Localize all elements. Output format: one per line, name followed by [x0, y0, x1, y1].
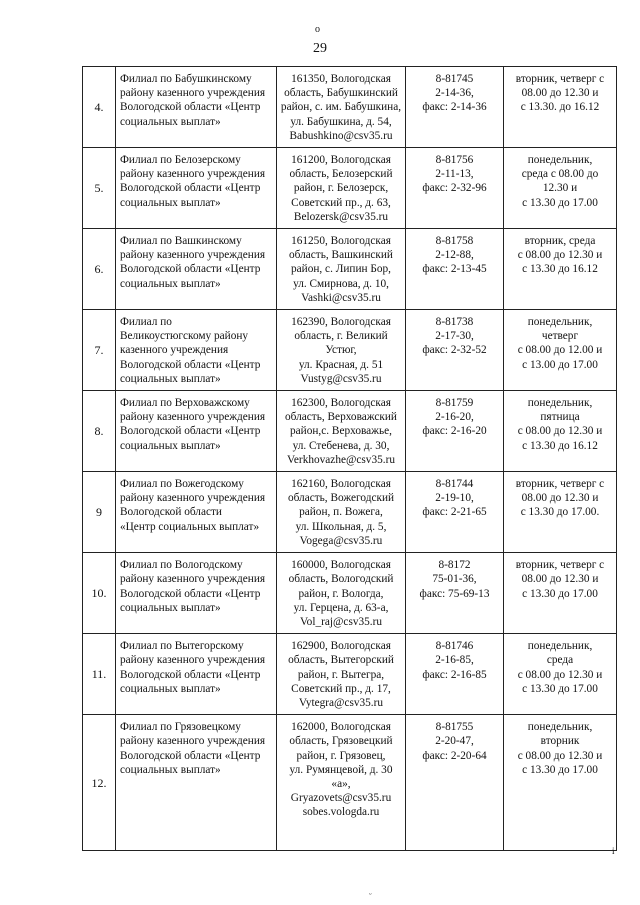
- hours-line: 08.00 до 12.30 и: [521, 573, 599, 586]
- address-line: Vustyg@csv35.ru: [300, 372, 382, 385]
- phone-cell: [406, 553, 504, 634]
- phone-line: 8-81759: [435, 397, 474, 410]
- branch-name-line: Вологодской области: [120, 506, 222, 519]
- hours-line: с 13.30 до 16.12: [522, 263, 598, 276]
- branch-name-line: Вологодской области «Центр: [120, 668, 261, 681]
- branch-name-line: Филиал по: [120, 316, 172, 329]
- address-cell: [277, 229, 406, 310]
- address-line: ул. Красная, д. 51: [298, 358, 384, 371]
- row-number: 9: [83, 472, 116, 553]
- address-line: район, г. Белозерск,: [293, 182, 389, 195]
- phone-cell: [406, 715, 504, 851]
- row-number: 5.: [83, 148, 116, 229]
- phone-line: факс: 2-14-36: [422, 101, 487, 114]
- branch-name-line: Филиал по Верховажскому: [120, 397, 250, 410]
- branch-name-line: социальных выплат»: [120, 601, 221, 614]
- branch-name-line: казенного учреждения: [120, 344, 229, 357]
- address-line: область, Вашкинский: [289, 249, 393, 262]
- row-number: 10.: [83, 553, 116, 634]
- address-line: ул. Школьная, д. 5,: [295, 520, 387, 533]
- table-row: [83, 391, 617, 472]
- phone-line: 2-16-20,: [435, 411, 474, 424]
- hours-line: с 13.30. до 16.12: [520, 101, 600, 114]
- row-number: 6.: [83, 229, 116, 310]
- address-line: Gryazovets@csv35.ru: [290, 792, 392, 805]
- top-mark: o: [315, 24, 320, 35]
- address-line: 162390, Вологодская: [291, 316, 391, 329]
- phone-line: 8-81746: [435, 640, 474, 653]
- hours-cell: [504, 391, 617, 472]
- phone-line: факс: 2-13-45: [422, 263, 487, 276]
- branch-name-line: району казенного учреждения: [120, 654, 266, 667]
- address-line: sobes.vologda.ru: [302, 806, 380, 819]
- phone-line: 2-11-13,: [435, 168, 474, 181]
- branch-name-cell: [116, 634, 277, 715]
- hours-cell: [504, 229, 617, 310]
- table-row: [83, 229, 617, 310]
- phone-line: 8-81755: [435, 721, 474, 734]
- address-line: 162000, Вологодская: [291, 721, 391, 734]
- phone-line: 2-14-36,: [435, 87, 474, 100]
- branch-name-line: Филиал по Белозерскому: [120, 154, 241, 167]
- branch-name-cell: [116, 715, 277, 851]
- hours-line: 08.00 до 12.30 и: [521, 492, 599, 505]
- address-line: Vol_raj@csv35.ru: [299, 615, 383, 628]
- hours-line: четверг: [541, 330, 579, 343]
- hours-line: с 08.00 до 12.30 и: [517, 425, 603, 438]
- hours-line: среда с 08.00 до: [521, 168, 599, 181]
- branch-name-cell: [116, 472, 277, 553]
- hours-line: понедельник,: [527, 154, 593, 167]
- address-line: район, с. им. Бабушкина,: [280, 101, 402, 114]
- address-line: Советский пр., д. 17,: [291, 682, 391, 695]
- branch-name-line: Вологодской области «Центр: [120, 101, 261, 114]
- bottom-mark: ᵕ: [369, 889, 372, 899]
- phone-line: факс: 2-16-85: [422, 668, 487, 681]
- branch-name-line: социальных выплат»: [120, 763, 221, 776]
- branch-name-cell: [116, 553, 277, 634]
- address-line: 162300, Вологодская: [291, 397, 391, 410]
- row-number: 4.: [83, 67, 116, 148]
- hours-line: понедельник,: [527, 640, 593, 653]
- address-line: район,с. Верховажье,: [290, 425, 392, 438]
- phone-line: факс: 2-21-65: [422, 506, 487, 519]
- phone-cell: [406, 67, 504, 148]
- address-line: Vashki@csv35.ru: [301, 291, 381, 304]
- address-line: район, п. Вожега,: [299, 506, 383, 519]
- phone-line: 8-81758: [435, 235, 474, 248]
- hours-cell: [504, 634, 617, 715]
- hours-line: 12.30 и: [542, 182, 578, 195]
- phone-line: 8-81745: [435, 73, 474, 85]
- address-line: область, Верховажский: [285, 411, 397, 424]
- hours-line: вторник, четверг с: [515, 559, 605, 572]
- address-cell: [277, 634, 406, 715]
- phone-line: 8-81738: [435, 316, 474, 329]
- phone-line: факс: 2-16-20: [422, 425, 487, 438]
- address-line: Belozersk@csv35.ru: [293, 210, 389, 223]
- hours-cell: [504, 67, 617, 148]
- table-row: [83, 472, 617, 553]
- branch-name-line: социальных выплат»: [120, 439, 221, 452]
- address-line: 161350, Вологодская: [291, 73, 391, 85]
- branch-name-line: социальных выплат»: [120, 372, 221, 385]
- row-number: 11.: [83, 634, 116, 715]
- hours-line: 08.00 до 12.30 и: [521, 87, 599, 100]
- branch-name-cell: [116, 391, 277, 472]
- phone-line: факс: 2-32-96: [422, 182, 487, 195]
- branch-name-line: социальных выплат»: [120, 682, 221, 695]
- address-line: 161200, Вологодская: [291, 154, 391, 167]
- branch-name-cell: [116, 148, 277, 229]
- hours-line: с 13.00 до 17.00: [522, 358, 598, 371]
- branch-name-line: району казенного учреждения: [120, 249, 266, 262]
- phone-line: 8-81756: [435, 154, 474, 167]
- hours-line: понедельник,: [527, 316, 593, 329]
- table-row: [83, 634, 617, 715]
- address-line: область, Белозерский: [289, 168, 393, 181]
- branch-name-line: району казенного учреждения: [120, 492, 266, 505]
- branch-name-line: Филиал по Бабушкинскому: [120, 73, 252, 85]
- address-line: 162160, Вологодская: [291, 478, 391, 491]
- address-cell: [277, 391, 406, 472]
- address-line: район, г. Грязовец,: [296, 749, 386, 762]
- phone-line: 8-8172: [438, 559, 471, 572]
- address-line: ул. Румянцевой, д. 30: [289, 763, 393, 776]
- hours-cell: [504, 715, 617, 851]
- address-line: область, г. Великий: [294, 330, 388, 343]
- branch-name-cell: [116, 229, 277, 310]
- phone-line: факс: 2-20-64: [422, 749, 487, 762]
- hours-line: с 08.00 до 12.30 и: [517, 749, 603, 762]
- address-line: 161250, Вологодская: [291, 235, 391, 248]
- address-cell: [277, 67, 406, 148]
- hours-line: с 13.30 до 17.00: [522, 763, 598, 776]
- phone-line: факс: 75-69-13: [419, 587, 490, 600]
- hours-line: пятница: [540, 411, 580, 424]
- address-cell: [277, 472, 406, 553]
- table-row: [83, 67, 617, 148]
- branch-name-line: Филиал по Вытегорскому: [120, 640, 244, 653]
- address-line: район, с. Липин Бор,: [291, 263, 391, 276]
- phone-line: 2-20-47,: [435, 735, 474, 748]
- phone-cell: [406, 391, 504, 472]
- row-number: 12.: [83, 715, 116, 851]
- hours-line: вторник, среда: [524, 235, 596, 248]
- branch-name-line: социальных выплат»: [120, 196, 221, 209]
- branch-name-line: Вологодской области «Центр: [120, 358, 261, 371]
- address-cell: [277, 715, 406, 851]
- address-line: Устюг,: [325, 344, 357, 357]
- branch-name-cell: [116, 310, 277, 391]
- hours-line: с 13.30 до 17.00: [522, 587, 598, 600]
- phone-line: 2-19-10,: [435, 492, 474, 505]
- branch-name-line: району казенного учреждения: [120, 168, 266, 181]
- branch-name-line: Филиал по Вашкинскому: [120, 235, 242, 248]
- address-cell: [277, 553, 406, 634]
- address-cell: [277, 148, 406, 229]
- address-line: Vytegra@csv35.ru: [298, 696, 384, 709]
- hours-line: с 08.00 до 12.00 и: [517, 344, 603, 357]
- hours-line: с 08.00 до 12.30 и: [517, 668, 603, 681]
- hours-line: понедельник,: [527, 721, 593, 734]
- row-number: 8.: [83, 391, 116, 472]
- phone-line: 8-81744: [435, 478, 474, 491]
- branch-name-line: «Центр социальных выплат»: [120, 520, 260, 533]
- row-number: 7.: [83, 310, 116, 391]
- hours-line: с 13.30 до 17.00.: [520, 506, 600, 519]
- hours-cell: [504, 472, 617, 553]
- address-line: область, Бабушкинский: [284, 87, 398, 100]
- branch-name-line: Филиал по Вожегодскому: [120, 478, 244, 491]
- address-line: район, г. Вологда,: [298, 587, 384, 600]
- address-line: ул. Смирнова, д. 10,: [293, 277, 389, 290]
- address-line: Babushkino@csv35.ru: [289, 129, 393, 142]
- address-line: район, г. Вытегра,: [297, 668, 385, 681]
- table-row: [83, 148, 617, 229]
- phone-line: 2-17-30,: [435, 330, 474, 343]
- hours-line: вторник, четверг с: [515, 73, 605, 85]
- phone-cell: [406, 229, 504, 310]
- address-line: область, Вожегодский: [287, 492, 395, 505]
- branch-name-line: району казенного учреждения: [120, 735, 266, 748]
- phone-line: факс: 2-32-52: [422, 344, 487, 357]
- address-line: Vogega@csv35.ru: [299, 534, 383, 547]
- address-line: 160000, Вологодская: [291, 559, 391, 572]
- address-line: «а»,: [331, 777, 351, 790]
- branch-name-line: Великоустюгскому району: [120, 330, 249, 343]
- hours-line: среда: [546, 654, 574, 667]
- address-cell: [277, 310, 406, 391]
- address-line: ул. Стебенева, д. 30,: [292, 439, 390, 452]
- hours-line: с 08.00 до 12.30 и: [517, 249, 603, 262]
- phone-line: 2-12-88,: [435, 249, 474, 262]
- branch-name-line: Вологодской области «Центр: [120, 587, 261, 600]
- address-line: 162900, Вологодская: [291, 640, 391, 653]
- hours-line: с 13.30 до 17.00: [522, 682, 598, 695]
- address-line: Советский пр., д. 63,: [291, 196, 391, 209]
- phone-line: 2-16-85,: [435, 654, 474, 667]
- phone-cell: [406, 310, 504, 391]
- hours-cell: [504, 148, 617, 229]
- address-line: ул. Герцена, д. 63-а,: [293, 601, 389, 614]
- branch-name-line: социальных выплат»: [120, 115, 221, 128]
- branches-table: [82, 66, 617, 851]
- address-line: область, Вытегорский: [288, 654, 394, 667]
- phone-cell: [406, 148, 504, 229]
- phone-cell: [406, 472, 504, 553]
- branch-name-line: Филиал по Грязовецкому: [120, 721, 241, 734]
- branch-name-cell: [116, 67, 277, 148]
- margin-mark: i: [612, 846, 615, 856]
- branch-name-line: социальных выплат»: [120, 277, 221, 290]
- hours-cell: [504, 553, 617, 634]
- hours-cell: [504, 310, 617, 391]
- branch-name-line: Вологодской области «Центр: [120, 263, 261, 276]
- branch-name-line: Вологодской области «Центр: [120, 425, 261, 438]
- phone-line: 75-01-36,: [432, 573, 477, 586]
- table-row: [83, 715, 617, 851]
- hours-line: понедельник,: [527, 397, 593, 410]
- branch-name-line: Филиал по Вологодскому: [120, 559, 243, 572]
- hours-line: вторник: [540, 735, 580, 748]
- table-row: [83, 553, 617, 634]
- branches-table-body: [83, 67, 617, 851]
- address-line: область, Грязовецкий: [289, 735, 393, 748]
- hours-line: с 13.30 до 17.00: [522, 196, 598, 209]
- page-number: 29: [313, 41, 327, 56]
- branch-name-line: Вологодской области «Центр: [120, 182, 261, 195]
- address-line: Verkhovazhe@csv35.ru: [287, 453, 395, 466]
- branch-name-line: району казенного учреждения: [120, 573, 266, 586]
- address-line: область, Вологодский: [288, 573, 394, 586]
- phone-cell: [406, 634, 504, 715]
- branch-name-line: району казенного учреждения: [120, 87, 266, 100]
- address-line: ул. Бабушкина, д. 54,: [290, 115, 392, 128]
- hours-line: вторник, четверг с: [515, 478, 605, 491]
- branch-name-line: Вологодской области «Центр: [120, 749, 261, 762]
- branch-name-line: району казенного учреждения: [120, 411, 266, 424]
- table-row: [83, 310, 617, 391]
- hours-line: с 13.30 до 16.12: [522, 439, 598, 452]
